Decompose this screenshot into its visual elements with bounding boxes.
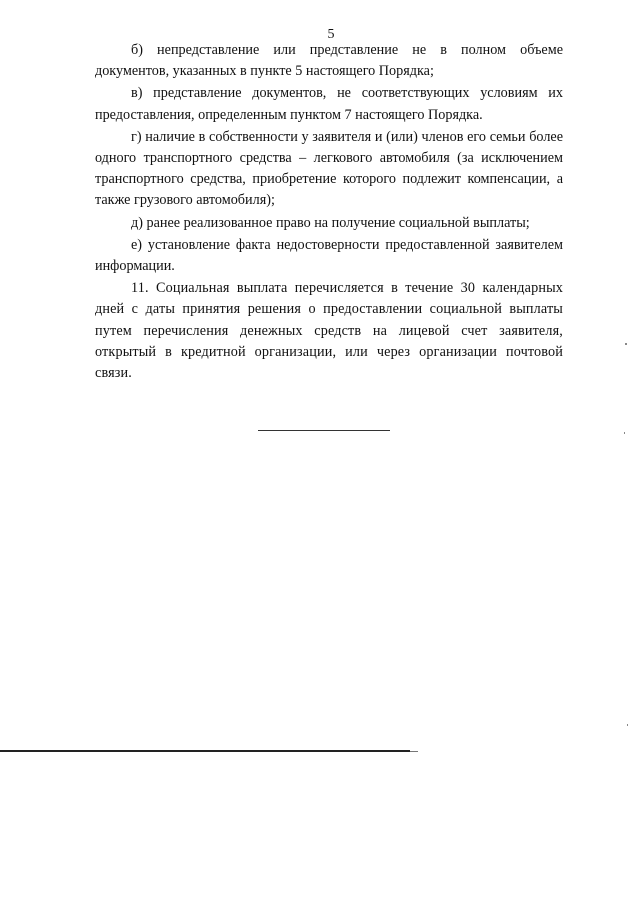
document-body bbox=[95, 40, 563, 385]
scan-speck bbox=[627, 724, 628, 726]
paragraph-item-v: в) представление документов, не соответствующих условиям их предоставления, определенным пунктом 7 настоящего Порядка. bbox=[95, 85, 563, 123]
paragraph-item-e: е) установление факта недостоверности предоставленной заявителем информации. bbox=[95, 236, 563, 275]
scan-speck bbox=[625, 343, 627, 345]
page-number: 5 bbox=[327, 27, 335, 42]
end-of-text-divider bbox=[258, 430, 390, 431]
scan-edge-line bbox=[0, 750, 410, 752]
scan-edge-line-tail bbox=[410, 751, 418, 752]
paragraph-item-g: г) наличие в собственности у заявителя и (или) членов его семьи более одного транспортного средства – легкового автомобиля (за исключением транспортного средства, приобретение которого подлежит компенсации, а также грузового автомобиля); bbox=[95, 128, 563, 209]
paragraph-item-b: б) непредставление или представление не в полном объеме документов, указанных в пункте 5 настоящего Порядка; bbox=[95, 42, 563, 80]
paragraph-item-d: д) ранее реализованное право на получение социальной выплаты; bbox=[131, 214, 530, 231]
paragraph-clause-11: 11. Социальная выплата перечисляется в течение 30 календарных дней с даты принятия решения о предоставлении социальной выплаты путем перечисления денежных средств на лицевой счет заявителя, открытый в кредитной организации, или через организации почтовой связи. bbox=[95, 280, 563, 382]
scan-speck bbox=[624, 432, 625, 434]
